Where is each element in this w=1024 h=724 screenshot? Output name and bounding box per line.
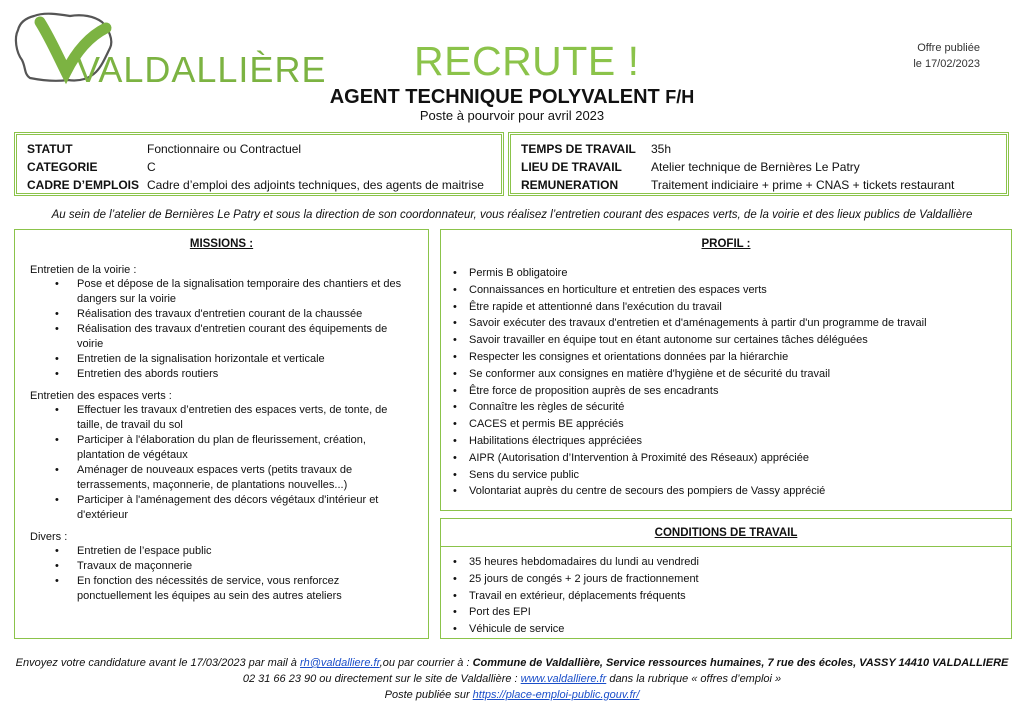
list-item: • Savoir travailler en équipe tout en étant autonome sur certaines tâches déléguées xyxy=(453,332,1011,349)
list-item: • Se conformer aux consignes en matière d'hygiène et de sécurité du travail xyxy=(453,366,1011,383)
list-item: • Entretien de la signalisation horizontale et verticale xyxy=(55,352,416,367)
list-item: • Véhicule de service xyxy=(453,621,1011,638)
mission-list xyxy=(55,544,416,604)
email-link[interactable]: rh@valdalliere.fr xyxy=(299,657,380,669)
valdalliere-logo xyxy=(10,8,330,88)
footer-text: Poste publiée sur xyxy=(384,689,473,701)
list-item: • Port des EPI xyxy=(453,604,1011,621)
publication-date xyxy=(860,40,980,72)
list-item: • 25 jours de congés + 2 jours de fractionnement xyxy=(453,571,1011,588)
conditions-title: CONDITIONS DE TRAVAIL xyxy=(441,519,1011,547)
info-key: CADRE D’EMPLOIS xyxy=(27,178,140,192)
footer-line-3 xyxy=(0,687,1024,703)
list-item: • Entretien des abords routiers xyxy=(55,367,416,382)
info-value: Atelier technique de Bernières Le Patry xyxy=(651,160,860,174)
list-item: • Réalisation des travaux d'entretien courant de la chaussée xyxy=(55,307,416,322)
info-key: LIEU DE TRAVAIL xyxy=(521,160,622,174)
list-item: • Travail en extérieur, déplacements fréquents xyxy=(453,588,1011,605)
list-item: • Participer à l'élaboration du plan de fleurissement, création, plantation de végétaux xyxy=(55,433,416,463)
info-key: REMUNERATION xyxy=(521,178,619,192)
info-row xyxy=(521,140,996,158)
profil-panel xyxy=(440,229,1012,511)
work-info-box xyxy=(508,132,1009,196)
info-key: STATUT xyxy=(27,142,73,156)
list-item: • Habilitations électriques appréciées xyxy=(453,433,1011,450)
list-item: • Réalisation des travaux d'entretien courant des équipements de voirie xyxy=(55,322,416,352)
list-item: • Respecter les consignes et orientations données par la hiérarchie xyxy=(453,349,1011,366)
info-row xyxy=(521,158,996,176)
postal-address: Commune de Valdallière, Service ressources humaines, 7 rue des écoles, VASSY 14410 VALDALLIERE xyxy=(472,657,1009,669)
list-item: • Participer à l'aménagement des décors végétaux d'intérieur et d'extérieur xyxy=(55,493,416,523)
job-title-text: AGENT TECHNIQUE POLYVALENT xyxy=(329,86,660,108)
job-title xyxy=(0,86,1024,109)
info-value: 35h xyxy=(651,142,672,156)
info-row xyxy=(27,176,491,194)
info-value: C xyxy=(147,160,156,174)
list-item: • Entretien de l’espace public xyxy=(55,544,416,559)
list-item: • Permis B obligatoire xyxy=(453,265,1011,282)
profil-list xyxy=(453,265,1011,500)
list-item: • Connaissances en horticulture et entretien des espaces verts xyxy=(453,282,1011,299)
info-row xyxy=(27,140,491,158)
section-title: Entretien des espaces verts : xyxy=(30,390,172,402)
logo-text: VALDALLIÈRE xyxy=(76,49,327,90)
footer-text: Envoyez votre candidature avant le 17/03/2023 par mail à xyxy=(15,657,300,669)
list-item: • En fonction des nécessités de service, vous renforcez ponctuellement les équipes au sein des autres ateliers xyxy=(55,574,416,604)
info-value: Fonctionnaire ou Contractuel xyxy=(147,142,302,156)
list-item: • Volontariat auprès du centre de secours des pompiers de Vassy apprécié xyxy=(453,483,1011,500)
list-item: • Connaître les règles de sécurité xyxy=(453,399,1011,416)
footer-text: dans la rubrique « offres d’emploi » xyxy=(606,673,782,685)
list-item: • Pose et dépose de la signalisation temporaire des chantiers et des dangers sur la voirie xyxy=(55,277,416,307)
info-row xyxy=(27,158,491,176)
recrute-heading: RECRUTE ! xyxy=(414,38,640,84)
footer-text: 02 31 66 23 90 ou directement sur le site de Valdallière : xyxy=(242,673,521,685)
missions-title: MISSIONS : xyxy=(189,238,254,250)
info-row xyxy=(521,176,996,194)
info-key: TEMPS DE TRAVAIL xyxy=(521,142,636,156)
list-item: • Savoir exécuter des travaux d'entretien et d'aménagements à partir d'un programme de travail xyxy=(453,315,1011,332)
list-item: • CACES et permis BE appréciés xyxy=(453,416,1011,433)
job-title-suffix: F/H xyxy=(665,87,695,107)
publication-date-value: le 17/02/2023 xyxy=(913,58,980,70)
list-item: • Aménager de nouveaux espaces verts (petits travaux de terrassements, maçonnerie, de plantations nouvelles...) xyxy=(55,463,416,493)
footer-line-1 xyxy=(0,655,1024,671)
mission-list xyxy=(55,277,416,382)
list-item: • Être force de proposition auprès de ses encadrants xyxy=(453,383,1011,400)
publication-label: Offre publiée xyxy=(917,42,980,54)
info-value: Cadre d’emploi des adjoints techniques, des agents de maitrise xyxy=(147,178,484,192)
list-item: • 35 heures hebdomadaires du lundi au vendredi xyxy=(453,554,1011,571)
job-subtitle: Poste à pourvoir pour avril 2023 xyxy=(419,108,605,123)
conditions-list xyxy=(453,554,1011,638)
info-key: CATEGORIE xyxy=(27,160,98,174)
section-title: Entretien de la voirie : xyxy=(30,264,137,276)
list-item: • Effectuer les travaux d’entretien des espaces verts, de tonte, de taille, de travail du sol xyxy=(55,403,416,433)
list-item: • Être rapide et attentionné dans l'exécution du travail xyxy=(453,299,1011,316)
footer-text: ,ou par courrier à : xyxy=(379,657,473,669)
list-item: • AIPR (Autorisation d’Intervention à Proximité des Réseaux) appréciée xyxy=(453,450,1011,467)
section-title: Divers : xyxy=(30,531,68,543)
missions-panel xyxy=(14,229,429,639)
list-item: • Travaux de maçonnerie xyxy=(55,559,416,574)
profil-title: PROFIL : xyxy=(701,238,751,250)
website-link[interactable]: www.valdalliere.fr xyxy=(520,673,607,685)
conditions-panel xyxy=(440,518,1012,639)
footer-line-2 xyxy=(0,671,1024,687)
footer xyxy=(0,655,1024,703)
status-info-box xyxy=(14,132,504,196)
mission-list xyxy=(55,403,416,523)
info-value: Traitement indiciaire + prime + CNAS + tickets restaurant xyxy=(651,178,955,192)
publish-site-link[interactable]: https://place-emploi-public.gouv.fr/ xyxy=(472,689,640,701)
intro-text: Au sein de l’atelier de Bernières Le Patry et sous la direction de son coordonnateur, vous réalisez l’entretien courant des espaces verts, de la voirie et des lieux publics de Valdallière xyxy=(51,209,973,221)
list-item: • Sens du service public xyxy=(453,467,1011,484)
